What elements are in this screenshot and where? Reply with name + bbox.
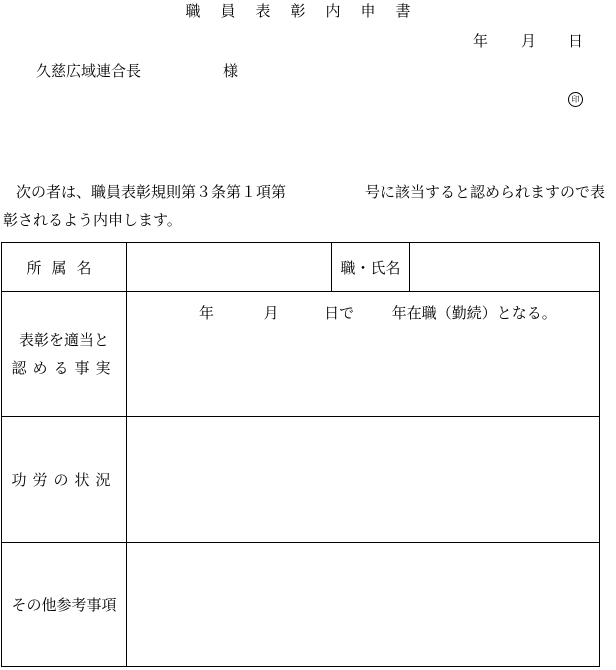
- body-text-line2: 彰されるよう内申します。: [3, 211, 182, 229]
- recognition-year: 年: [199, 304, 215, 322]
- recognition-month: 月: [263, 304, 279, 322]
- merit-field[interactable]: [127, 417, 600, 543]
- recognition-field[interactable]: [127, 292, 600, 417]
- application-form-table: [1, 242, 600, 667]
- seal-icon: 印: [568, 92, 583, 107]
- recognition-label: [2, 292, 127, 417]
- addressee: 久慈広域連合長: [36, 62, 142, 80]
- recognition-tenure-line: [127, 292, 599, 323]
- body-text-line1b: 号に該当すると認められますので表: [365, 183, 606, 201]
- other-label: その他参考事項: [2, 543, 127, 667]
- recognition-label-line2: 認める事実: [11, 359, 117, 377]
- title-name-field[interactable]: [410, 243, 600, 292]
- recognition-day: 日で: [324, 304, 355, 322]
- date-month-label: 月: [521, 32, 537, 50]
- date-day-label: 日: [568, 32, 584, 50]
- affiliation-field[interactable]: [127, 243, 332, 292]
- affiliation-label: 所属名: [2, 243, 127, 292]
- other-field[interactable]: [127, 543, 600, 667]
- table-row-affiliation: [2, 243, 600, 292]
- table-row-recognition: [2, 292, 600, 417]
- table-row-other: [2, 543, 600, 667]
- recognition-label-line1: 表彰を適当と: [18, 331, 109, 349]
- title-name-label: 職・氏名: [332, 243, 410, 292]
- merit-label: 功労の状況: [2, 417, 127, 543]
- body-text-line1a: 次の者は、職員表彰規則第３条第１項第: [16, 183, 287, 201]
- recognition-tenure: 年在職（勤続）となる。: [391, 304, 557, 322]
- document-title: 職員表彰内申書: [185, 2, 431, 20]
- table-row-merit: [2, 417, 600, 543]
- honorific: 様: [223, 62, 239, 80]
- date-year-label: 年: [473, 32, 489, 50]
